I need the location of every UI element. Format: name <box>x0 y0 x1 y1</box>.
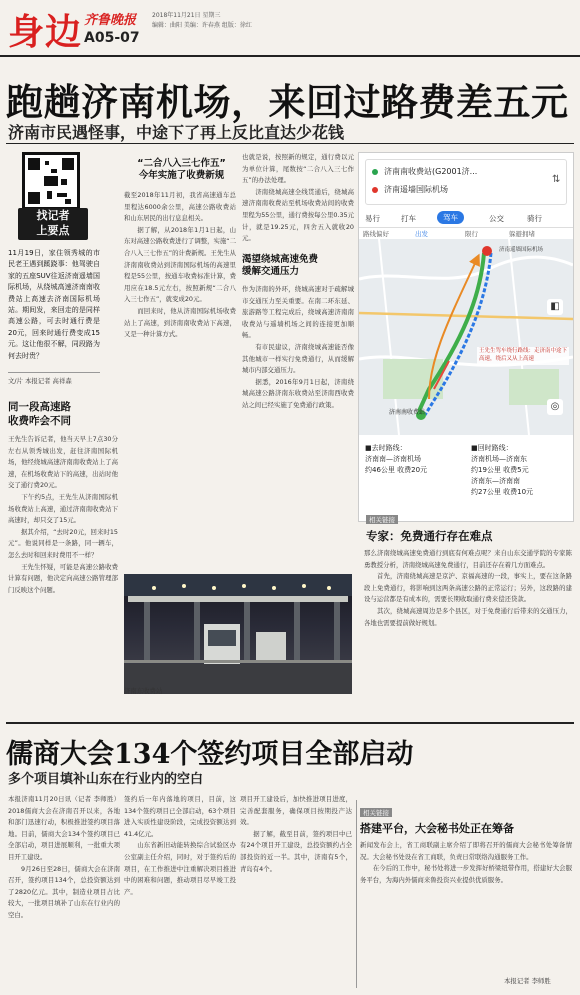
route-go-info: ■去时路线： 济南南—济南机场 约46公里 收费20元 <box>365 444 428 474</box>
lead-headline: 跑趟济南机场，来回过路费差五元 <box>6 80 569 124</box>
qr-code-icon <box>22 152 80 210</box>
second-col2-body: 签约后一年内落地的项目，目前，这134个签约项目已全部启动，63个项目进入实质性建设阶段，完成投资额达到41.4亿元。 山东省新旧动能转换综合试验区办公室副主任介绍，同时，对于签约后的项目，在工作推进中注重解决项目推进中的困难和问题，推动项目尽早竣工投产。 <box>124 795 236 896</box>
masthead-rule <box>0 55 580 57</box>
divider <box>359 227 573 228</box>
paper-name: 齐鲁晚报 <box>84 13 137 28</box>
photo-caption: 济南东收费站 <box>124 687 163 695</box>
restriction-option[interactable]: 限行 <box>465 230 478 238</box>
lead-subhead: 济南市民遇怪事，中途下了再上反比直达少花钱 <box>8 123 345 142</box>
second-headline: 儒商大会134个签约项目全部启动 <box>6 739 414 770</box>
route-origin[interactable]: 济南南收费站(G2001济... <box>384 167 478 176</box>
col3-title: 渴望绕城高速免费 缓解交通压力 <box>242 254 319 277</box>
lead-col2-body: 截至2018年11月初，我省高速通车总里程达6000余公里，高速公路收费站和山东居民的出行息息相关。 据了解，从2018年1月1日起，山东对高速公路收费进行了调整，实施“二合八入三七作五”的计费新规。王先生从济南南收费站到济南国际机场的高速里程是55公里，按通车收费标准计算，费用应在18.5元左右，按照新规“二合八入三七作五”，就变成20元。 而回来时，他从济南国际机场收费站上了高速，到济南南收费站下高速，又是一种计算方式。 <box>124 191 236 339</box>
route-pref-option[interactable]: 路线偏好 <box>363 230 389 238</box>
lead-rule <box>6 143 574 144</box>
second-subhead: 多个项目填补山东在行业内的空白 <box>8 772 204 787</box>
origin-dot-icon <box>372 169 378 175</box>
divider <box>8 372 100 373</box>
related-tag: 相关链接 <box>366 515 398 524</box>
locate-icon[interactable]: ◎ <box>547 399 563 415</box>
avoid-jam-option[interactable]: 躲避拥堵 <box>509 230 535 238</box>
route-search-card <box>365 159 567 205</box>
lead-byline: 文/片 本报记者 高祥森 <box>8 377 72 385</box>
issue-date: 2018年11月21日 星期三 <box>152 12 221 19</box>
layers-icon[interactable]: ◧ <box>547 299 563 315</box>
editor-credits: 编辑：曲阳 美编：许春燕 组版：徐红 <box>152 22 252 29</box>
route-map-panel <box>358 152 574 522</box>
divider <box>356 800 357 988</box>
map-start-label: 济南南收费站 <box>389 409 426 416</box>
lead-col1-body: 王先生告诉记者，他当天早上7点30分左右从领秀城出发，赶往济南国际机场，他经绕城高速济南南收费站上了高速，在机场收费站下的高速，出站时他交了通行费20元。 下午约5点，王先生从济南国际机场收费站上高速，通过济南南收费站下高速时，却只交了15元。 据其介绍，“去时20元，回来时15元”。他说同样是一条路，同一辆车，怎么去时和回来时费用不一样？ 王先生怀疑，可能是高速公路收费计算有问题，他决定向高速公路管理部门反映这个问题。 <box>8 435 118 594</box>
section-rule <box>6 722 574 724</box>
tab-walk[interactable]: 易行 <box>365 214 380 223</box>
destination-dot-icon <box>372 187 378 193</box>
depart-option[interactable]: 出发 <box>415 230 428 238</box>
map-route-note: 王先生驾车绕行路线：走济南中途下高速，绕后又从上高速 <box>479 348 568 362</box>
side-body-2: 新闻发布会上，省工商联副主席介绍了即将召开的儒商大会秘书处筹备情况。大会秘书处设在省工商联，负责日常联络沟通服务工作。 在今后的工作中，秘书处将进一步发挥好桥梁纽带作用，搭建好大会服务平台，为海内外儒商来鲁投资兴业提供优质服务。 <box>360 841 572 884</box>
swap-icon[interactable]: ⇅ <box>552 174 561 185</box>
second-col3-body: 项目开工建设后，加快推进项目进度，完善配套服务，确保项目按期投产达效。 据了解，截至目前，签约项目中已有24个项目开工建设，总投资额约占全部投资的近一半。其中，济南有5个，青岛有4个。 <box>240 795 352 873</box>
expert-body: 那么济南绕城高速免费通行到底有何难点呢？来自山东交通学院的专家陈勇教授分析，济南绕城高速免费通行，目前还存在着几方面难点。 首先，济南绕城高速是京沪、京福高速的一段，事实上，要在这条路段上免费通行，将影响到这两条高速公路的正常运行；另外，这段路的建设与运营都是有成本的，需要长期收取通行费来偿还贷款。 其次，绕城高速周边是多个县区，对于免费通行后带来的交通压力，各地也需要提前做好规划。 <box>364 549 572 627</box>
tab-taxi[interactable]: 打车 <box>401 214 416 223</box>
section-name: 身边 <box>8 11 83 53</box>
expert-title: 专家：免费通行存在难点 <box>366 529 493 543</box>
side-title-2: 搭建平台，大会秘书处正在筹备 <box>360 822 514 835</box>
map-dest-label: 济南遥墙国际机场 <box>499 247 544 253</box>
route-back-info: ■回时路线： 济南机场—济南东 约19公里 收费5元 济南东—济南南 约27公里 收费10元 <box>471 444 534 496</box>
lead-col3-body2: 作为济南的外环，绕城高速对于疏解城市交通压力至关重要。在南二环东延、旅游路等工程完成后，绕城高速济南南收费站与遥墙机场之间的连接更加顺畅。 有市民建议，济南绕城高速能否像其他城市一样实行免费通行，从而缓解城市内部交通压力。 据悉，2016年9月1日起，济南绕城高速公路济南东收费站至济南西收费站之间已经实施了免费通行政策。 <box>242 285 354 409</box>
lead-summary: 11月19日，家住领秀城的市民老王遇到蹊跷事：他驾驶自家的五座SUV往返济南遥墙国际机场，从绕城高速济南南收费站上高速去济南国际机场站。期间发，来回走的是同样高速公路，可去时通行费是20元，回来时通行费变成15元。这让他很不解，同段路为何去时贵？ <box>8 249 100 360</box>
col2-title: “二合八入三七作五” 今年实施了收费新规 <box>137 158 226 181</box>
section-head-1: 同一段高速路 收费咋会不同 <box>8 401 71 427</box>
map-canvas[interactable] <box>359 239 573 435</box>
tab-bike[interactable]: 骑行 <box>527 214 542 223</box>
route-destination[interactable]: 济南遥墙国际机场 <box>384 185 448 194</box>
second-col1-body: 本报济南11月20日讯（记者 李师胜）2018儒商大会在济南召开以来，各地和部门迅速行动，积极推进签约项目落地。目前，儒商大会134个签约项目已全部启动，项目进展顺利，一批重大项目开工建设。 9月26日至28日，儒商大会在济南召开，签约项目134个，总投资额达到了2820亿元。其中，制造业项目占比较大，一批项目填补了山东在行业内的空白。 <box>8 795 120 919</box>
reporter-key-badge: 找记者 上要点 <box>18 208 88 240</box>
side-byline-2: 本报记者 李师胜 <box>504 977 551 985</box>
toll-station-photo <box>124 574 352 694</box>
related-tag-2: 相关链接 <box>360 808 392 817</box>
page-number: A05-07 <box>84 30 140 46</box>
tab-transit[interactable]: 公交 <box>489 214 504 223</box>
lead-col3-body: 也就是说，按照新的规定，通行费以元为单位计算，尾数按“二合八入三七作五”的办法处理。 济南绕城高速全线贯通后，绕城高速济南南收费站至机场收费站间的收费里程为55公里，通行费按每公里0.35元计，就是19.25元，四舍五入就收20元。 <box>242 153 354 243</box>
tab-drive[interactable]: 驾车 <box>437 211 464 224</box>
